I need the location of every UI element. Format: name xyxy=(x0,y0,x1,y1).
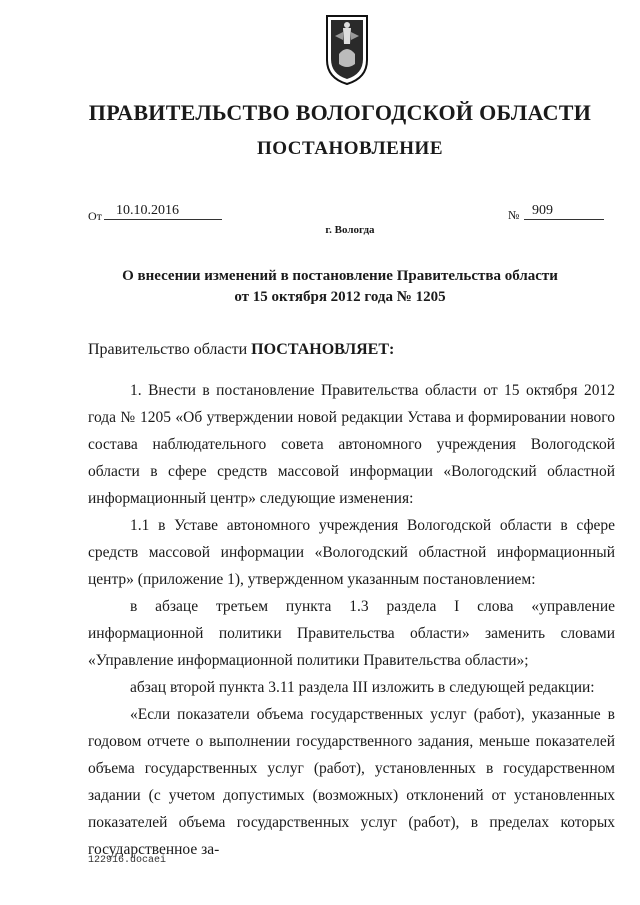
file-name-footer: 122916.docaei xyxy=(88,855,167,866)
document-date: 10.10.2016 xyxy=(104,203,222,220)
number-label: № xyxy=(508,208,520,222)
city-label: г. Вологда xyxy=(325,224,375,236)
document-type: ПОСТАНОВЛЕНИЕ xyxy=(256,138,444,159)
document-body xyxy=(88,377,615,863)
paragraph: абзац второй пункта 3.11 раздела III изложить в следующей редакции: xyxy=(130,679,595,696)
decree-keyword: ПОСТАНОВЛЯЕТ: xyxy=(251,341,395,358)
date-label: От xyxy=(88,209,102,223)
coat-of-arms-emblem xyxy=(325,14,369,86)
paragraph: 1. Внести в постановление Правительства области от 15 октября 2012 года № 1205 «Об утверждении новой редакции Устава и формировании нового состава наблюдательного совета автономного учреждения Вологодской области в сфере средств массовой информации «Вологодский областной информационный центр» следующие изменения: xyxy=(88,382,615,507)
document-number: 909 xyxy=(524,203,604,220)
heading-line-2: от 15 октября 2012 года № 1205 xyxy=(234,289,446,305)
paragraph: «Если показатели объема государственных услуг (работ), указанные в годовом отчете о выполнении государственного задания, меньше показателей объема государственных услуг (работ), установленных в государственном задании (с учетом допустимых (возможных) отклонений от установленных показателей объема государственных услуг (работ), в пределах которых государственное за- xyxy=(88,706,615,858)
document-heading xyxy=(0,266,640,308)
heading-line-1: О внесении изменений в постановление Правительства области xyxy=(122,268,558,284)
decree-statement xyxy=(88,341,394,359)
paragraph: в абзаце третьем пункта 1.3 раздела I слова «управление информационной политики Правительства области» заменить словами «Управление информационной политики Правительства области»; xyxy=(88,598,615,669)
decree-prefix: Правительство области xyxy=(88,341,252,358)
organization-title: ПРАВИТЕЛЬСТВО ВОЛОГОДСКОЙ ОБЛАСТИ xyxy=(88,100,592,125)
paragraph: 1.1 в Уставе автономного учреждения Вологодской области в сфере средств массовой информации «Вологодский областной информационный центр» (приложение 1), утвержденном указанным постановлением: xyxy=(88,517,615,588)
